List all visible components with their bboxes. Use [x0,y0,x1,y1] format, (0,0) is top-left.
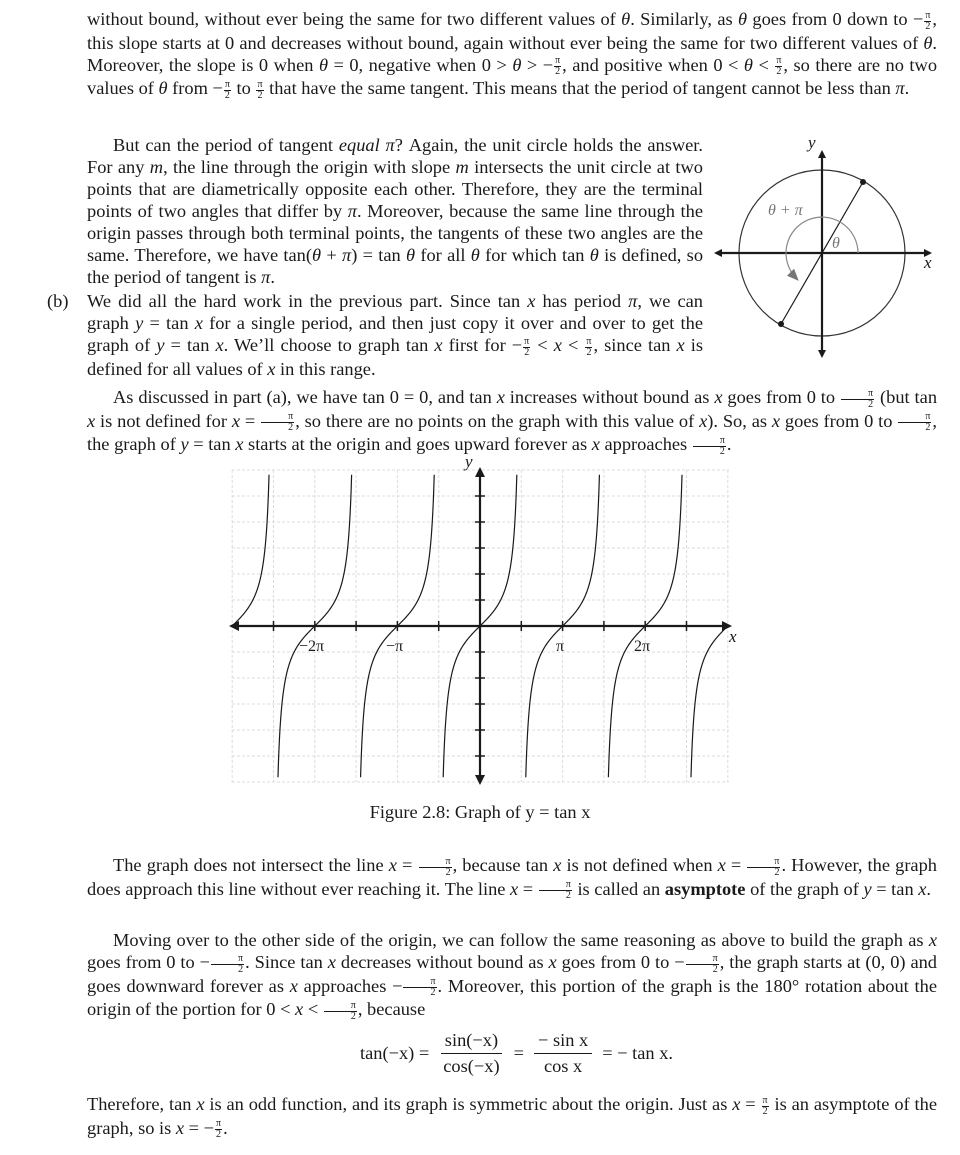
equation-rhs: = − tan x. [602,1043,674,1063]
tick-label-pi: π [556,638,565,655]
fraction-neg-sin-cos [534,1030,592,1077]
paragraph-tan-increase: As discussed in part (a), we have tan 0 = 0, and tan x increases without bound as x goes from 0 to $\frac{\pi}{2}$ (but tan x is not defined for x = $\frac{\pi}{2}$ , so there are no points on the graph with this value of x). So, as x goes from 0 to $\frac{\pi}{2}$ , the graph of y = tan x starts at the origin and goes upward forever as x approaches $\frac{\pi}{2}$ . [87,387,938,457]
tan-branch [232,475,269,626]
equation-lhs: tan(−x) = [360,1043,430,1063]
tick-label-2pi: 2π [634,638,651,655]
figure-caption [0,802,960,823]
odd-function-equation [360,1030,673,1077]
fraction2-numerator: − sin x [534,1030,592,1054]
graph-y-label: y [465,452,473,471]
equation-equals: = [513,1043,524,1063]
circle-y-label: y [808,133,816,152]
paragraph-other-side: Moving over to the other side of the origin, we can follow the same reasoning as above to build the graph as x goes from 0 to − $\frac{\pi}{2}$ . Since tan x decreases without bound as x goes from 0 to − $\frac{\pi}{2}$ , the graph starts at (0, 0) and goes downward forever as x approaches − $\frac{\pi}{2}$ . Moreover, this portion of the graph is the 180° rotation about the origin of the portion for 0 < x < $\frac{\pi}{2}$ , because [87,930,938,1022]
paragraph-asymptote: The graph does not intersect the line x = $\frac{\pi}{2}$ , because tan x is not defined when x = $\frac{\pi}{2}$ . However, the graph does approach this line without ever reaching it. The line x = $\frac{\pi}{2}$ is called an asymptote of the graph of y = tan x. [87,855,937,901]
figure-caption-text: Figure 2.8: Graph of y = tan x [369,802,591,822]
circle-x-label: x [924,253,932,272]
theta-plus-pi-label: θ + π [768,202,803,219]
tick-label-neg-2pi: −2π [299,638,325,655]
graph-axes [232,470,729,782]
paragraph-period-equals-pi: But can the period of tangent equal π? Again, the unit circle holds the answer. For any m, the line through the origin with slope m intersects the unit circle at two points that are diametrically opposite each other. Therefore, they are the terminal points of two angles that differ by π. Moreover, because the same line through the origin passes through both terminal points, the tangents of these two angles are the same. Therefore, we have tan(θ + π) = tan θ for all θ for which tan θ is defined, so the period of tangent is π. [87,135,704,287]
theta-label: θ [832,235,840,252]
fraction-sin-cos-neg [439,1030,503,1077]
paragraph-odd-function: Therefore, tan x is an odd function, and its graph is symmetric about the origin. Just as x = $\frac{\pi}{2}$ is an asymptote of the graph, so is x = − $\frac{\pi}{2}$ . [87,1094,937,1140]
paragraph-part-b: We did all the hard work in the previous part. Since tan x has period π, we can graph y = tan x for a single period, and then just copy it over and over to get the graph of y = tan x. We’ll choose to graph tan x first for − $\frac{\pi}{2}$ < x < $\frac{\pi}{2}$ , since tan x is defined for all values of x in this range. [87,291,704,379]
tick-label-neg-pi: −π [386,638,404,655]
fraction2-denominator: cos x [543,1056,583,1076]
paragraph-period-lower-bound: without bound, without ever being the same for two different values of θ. Similarly, as θ goes from 0 down to − $\frac{\pi}{2}$ , this slope starts at 0 and decreases without bound, again without ever being the same for two different values of θ. Moreover, the slope is 0 when θ = 0, negative when 0 > θ > − $\frac{\pi}{2}$ , and positive when 0 < θ < $\frac{\pi}{2}$ , so there are no two values of θ from − $\frac{\pi}{2}$ to $\frac{\pi}{2}$ that have the same tangent. This means that the period of tangent cannot be less than π. [87,9,938,101]
graph-x-label: x [729,627,737,646]
part-b-label: (b) [47,291,69,311]
fraction1-denominator: cos(−x) [443,1056,500,1076]
fraction1-numerator: sin(−x) [441,1030,502,1054]
tan-branch [691,626,728,777]
